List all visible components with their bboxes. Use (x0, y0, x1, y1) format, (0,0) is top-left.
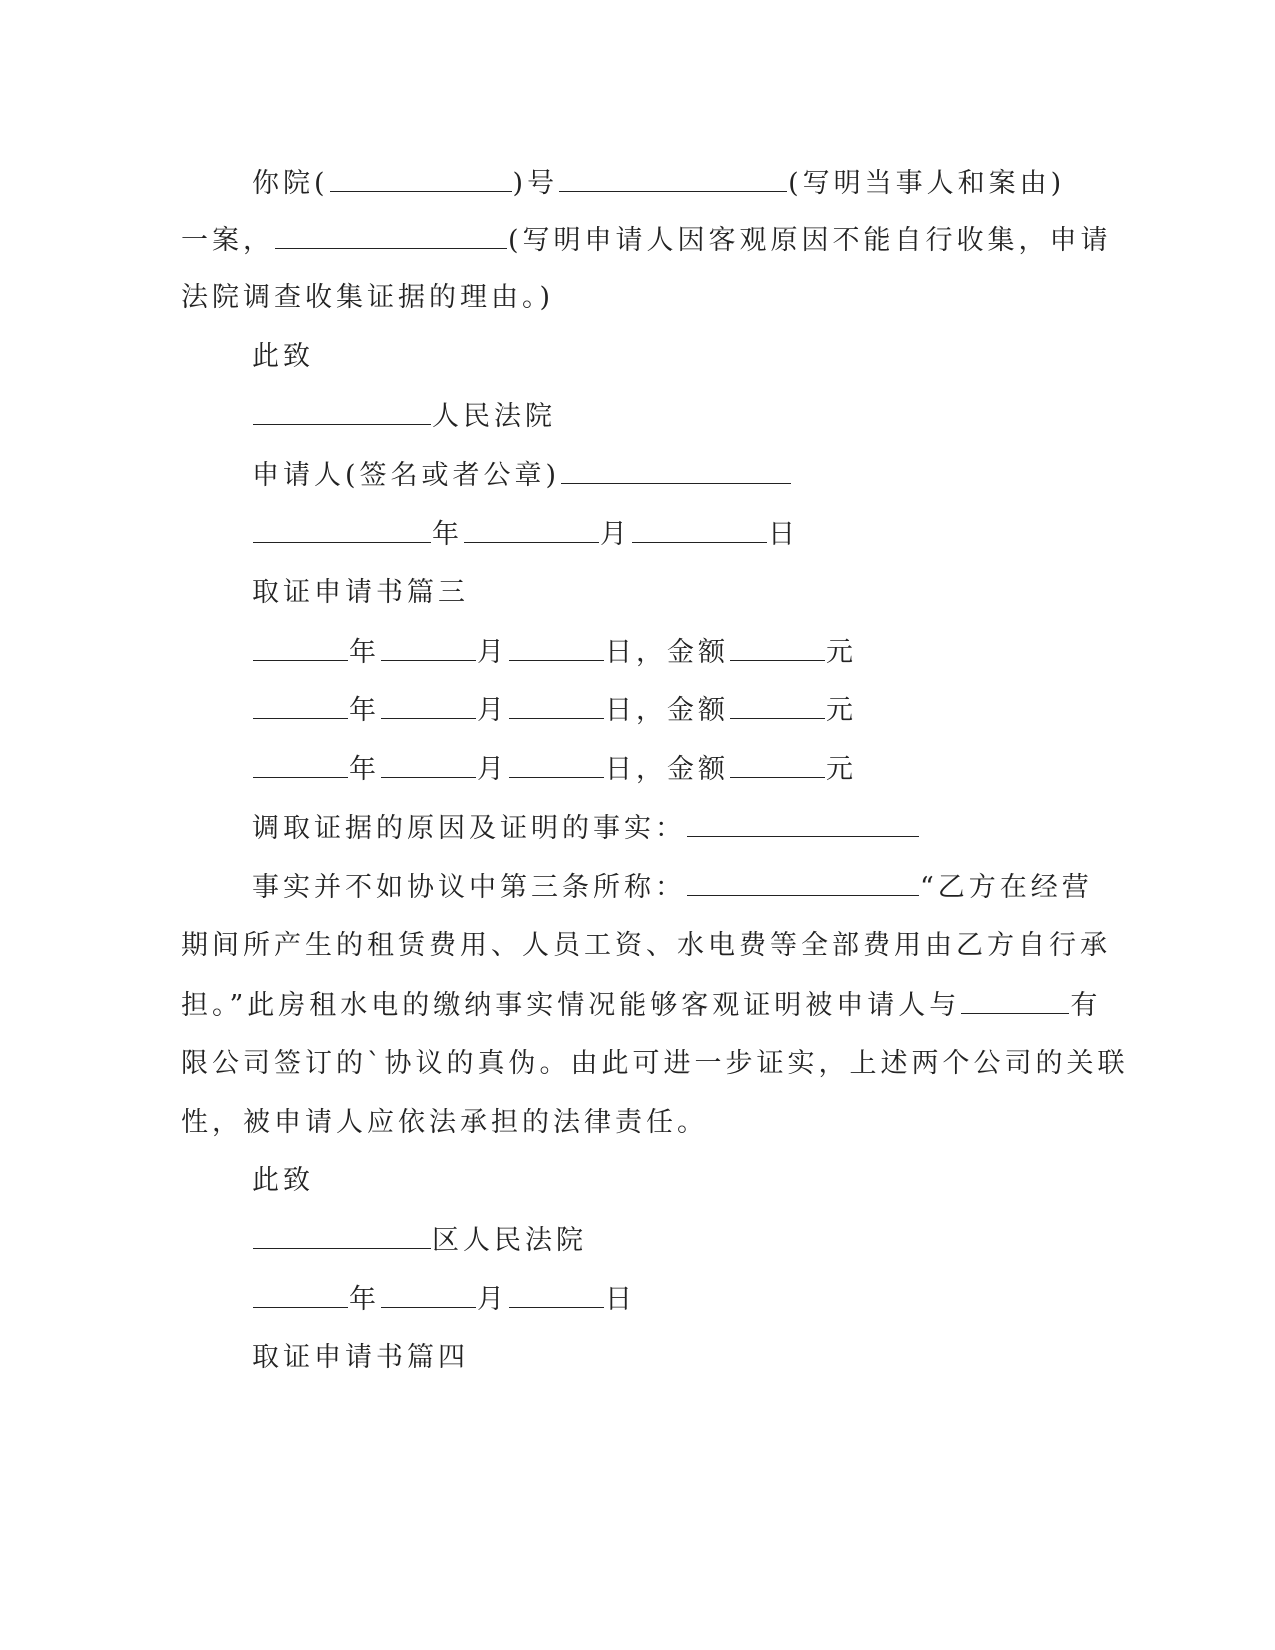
parties-blank[interactable] (559, 163, 787, 192)
salutation-text: 此致 (252, 341, 314, 372)
salutation-1 (252, 337, 314, 377)
day-label: 日 (768, 519, 799, 550)
case-number-blank[interactable] (330, 163, 512, 192)
reason-blank[interactable] (275, 220, 507, 249)
fact-blank[interactable] (687, 867, 919, 896)
text-ni-yuan: 你院( (252, 168, 329, 199)
year-label: 年 (432, 519, 463, 550)
year-label: 年 (349, 695, 380, 726)
heading-text: 取证申请书篇三 (252, 577, 469, 608)
heading-text: 取证申请书篇四 (252, 1342, 469, 1373)
year-blank[interactable] (253, 514, 431, 543)
text-reason-note: (写明申请人因客观原因不能自行收集，申请 (508, 225, 1112, 256)
payment-row-1 (252, 632, 857, 672)
fact-line-4 (181, 1044, 1129, 1084)
year-label: 年 (349, 637, 380, 668)
day-amount-label: 日，金额 (605, 695, 729, 726)
payment-amount-blank[interactable] (730, 690, 825, 719)
payment-month-blank[interactable] (381, 690, 476, 719)
day-blank[interactable] (632, 514, 767, 543)
payment-year-blank[interactable] (253, 632, 348, 661)
reason-label: 调取证据的原因及证明的事实： (252, 813, 686, 844)
payment-day-blank[interactable] (509, 749, 604, 778)
month-label: 月 (600, 519, 631, 550)
text-yi-an: 一案， (181, 225, 274, 256)
salutation-text: 此致 (252, 1165, 314, 1196)
fact-line-5 (181, 1103, 708, 1143)
fact-text: 事实并不如协议中第三条所称： (252, 872, 686, 903)
text-reason-note-end: 法院调查收集证据的理由。) (181, 282, 555, 313)
month-blank[interactable] (464, 514, 599, 543)
month-label: 月 (477, 637, 508, 668)
day-label: 日 (605, 1284, 636, 1315)
day-amount-label: 日，金额 (605, 754, 729, 785)
fact-line-2 (181, 926, 1111, 966)
court-line-2 (252, 1220, 587, 1260)
case-paragraph-line-3 (181, 278, 554, 318)
company-blank[interactable] (961, 985, 1069, 1014)
section-heading-4 (252, 1338, 469, 1378)
fact-text: 期间所产生的租赁费用、人员工资、水电费等全部费用由乙方自行承 (181, 930, 1111, 961)
evidence-reason-line (252, 808, 920, 848)
year-label: 年 (349, 754, 380, 785)
payment-month-blank[interactable] (381, 632, 476, 661)
fact-quote-start: “乙方在经营 (920, 872, 1093, 903)
court-text: 人民法院 (432, 401, 556, 432)
court-name-blank[interactable] (253, 396, 431, 425)
payment-amount-blank[interactable] (730, 632, 825, 661)
year-label: 年 (349, 1284, 380, 1315)
month-blank[interactable] (381, 1279, 476, 1308)
court-line-1 (252, 396, 556, 436)
payment-amount-blank[interactable] (730, 749, 825, 778)
payment-year-blank[interactable] (253, 749, 348, 778)
signature-label: 申请人(签名或者公章) (252, 460, 561, 491)
salutation-2 (252, 1161, 314, 1201)
payment-row-2 (252, 690, 857, 730)
case-paragraph-line-1 (252, 163, 1065, 203)
fact-text: 限公司签订的`协议的真伪。由此可进一步证实，上述两个公司的关联 (181, 1048, 1129, 1079)
yuan-label: 元 (826, 754, 857, 785)
date-line-1 (252, 514, 799, 554)
fact-line-1 (252, 867, 1093, 907)
fact-line-3 (181, 985, 1101, 1025)
day-amount-label: 日，金额 (605, 637, 729, 668)
signature-blank[interactable] (561, 455, 791, 484)
payment-month-blank[interactable] (381, 749, 476, 778)
case-paragraph-line-2 (181, 220, 1112, 260)
fact-text-you: 有 (1070, 990, 1102, 1021)
district-blank[interactable] (253, 1220, 431, 1249)
payment-year-blank[interactable] (253, 690, 348, 719)
signature-line (252, 455, 792, 495)
section-heading-3 (252, 573, 469, 613)
year-blank[interactable] (253, 1279, 348, 1308)
date-line-2 (252, 1279, 636, 1319)
month-label: 月 (477, 754, 508, 785)
day-blank[interactable] (509, 1279, 604, 1308)
payment-row-3 (252, 749, 857, 789)
month-label: 月 (477, 695, 508, 726)
payment-day-blank[interactable] (509, 632, 604, 661)
fact-text: 担。”此房租水电的缴纳事实情况能够客观证明被申请人与 (181, 990, 961, 1021)
text-parties-note: (写明当事人和案由) (788, 168, 1066, 199)
yuan-label: 元 (826, 637, 857, 668)
reason-blank[interactable] (687, 808, 919, 837)
court-text: 区人民法院 (432, 1225, 587, 1256)
yuan-label: 元 (826, 695, 857, 726)
month-label: 月 (477, 1284, 508, 1315)
fact-text: 性，被申请人应依法承担的法律责任。 (181, 1107, 708, 1138)
text-hao: )号 (512, 168, 559, 199)
payment-day-blank[interactable] (509, 690, 604, 719)
